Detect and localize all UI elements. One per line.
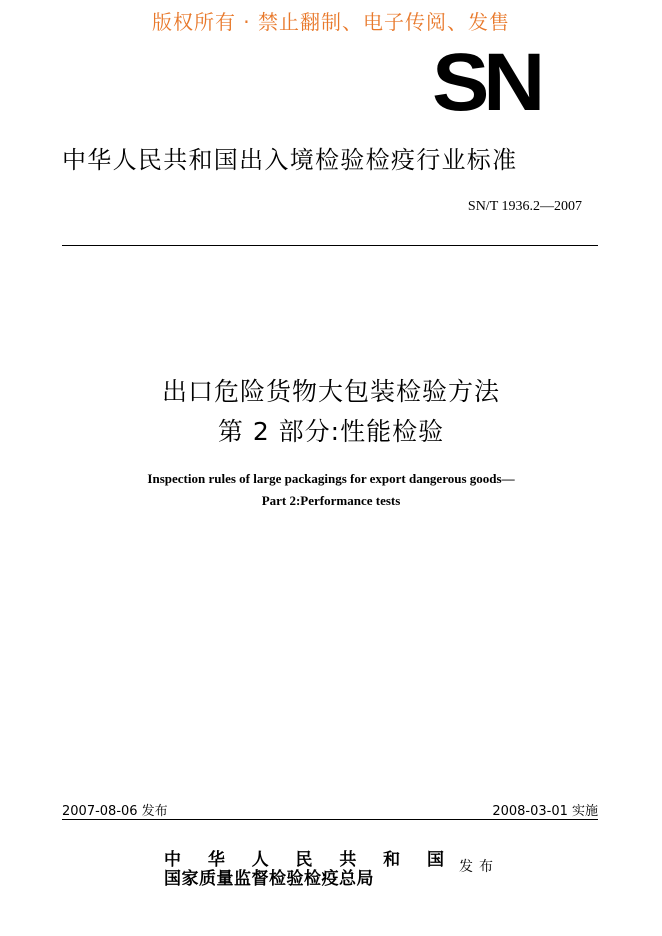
issuer-char: 民 bbox=[295, 850, 313, 870]
implementation-date: 2008-03-01 实施 bbox=[492, 804, 598, 819]
issue-action: 发布 bbox=[459, 859, 499, 875]
issuer-char: 和 bbox=[383, 850, 401, 870]
document-title-en-line2: Part 2:Performance tests bbox=[261, 493, 401, 508]
issuer-char: 华 bbox=[207, 850, 225, 870]
standard-code: SN/T 1936.2—2007 bbox=[467, 199, 582, 214]
copyright-notice: 版权所有 · 禁止翻制、电子传阅、发售 bbox=[151, 10, 511, 34]
issue-date: 2007-08-06 发布 bbox=[62, 804, 168, 819]
issuer-char: 中 bbox=[164, 850, 181, 870]
issuer-agency: 国家质量监督检验检疫总局 bbox=[164, 869, 374, 889]
document-title-cn-line1: 出口危险货物大包装检验方法 bbox=[161, 377, 500, 406]
issuer-char: 国 bbox=[426, 850, 444, 870]
sn-logo bbox=[432, 37, 562, 128]
footer-divider bbox=[62, 819, 598, 820]
document-title-en-line1: Inspection rules of large packagings for export dangerous goods— bbox=[147, 471, 515, 486]
document-title-cn-line2: 第 2 部分:性能检验 bbox=[217, 417, 445, 446]
sn-logo-text: SN bbox=[432, 37, 540, 128]
header-divider bbox=[62, 245, 598, 246]
standard-category: 中华人民共和国出入境检验检疫行业标准 bbox=[62, 146, 518, 174]
issuer-char: 共 bbox=[339, 850, 357, 870]
issuer-char: 人 bbox=[251, 850, 269, 870]
